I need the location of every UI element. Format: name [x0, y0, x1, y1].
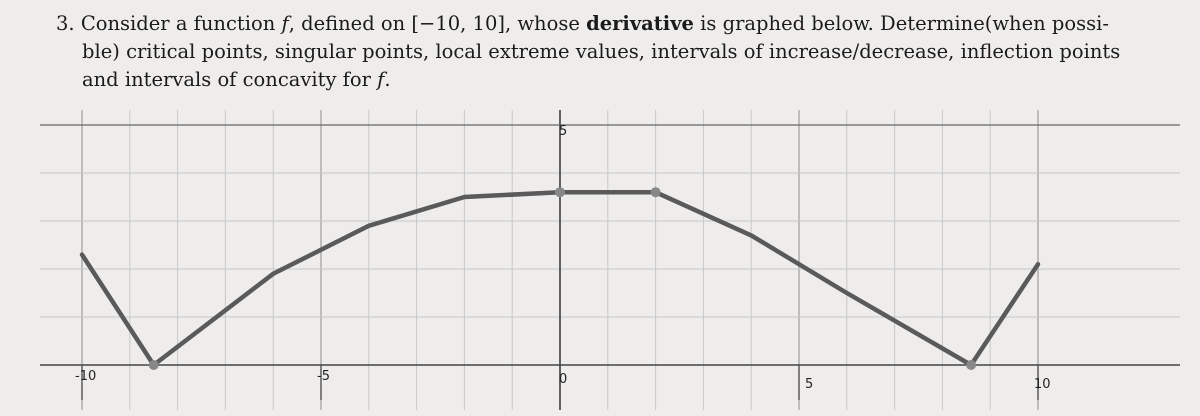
function-symbol-2: f: [377, 68, 385, 91]
tick-labels: [75, 124, 1051, 392]
problem-number: 3.: [56, 12, 75, 35]
problem-line-2: ble) critical points, singular points, local extreme values, intervals of increase/decrease, inflection points: [82, 40, 1121, 63]
derivative-word: derivative: [586, 12, 694, 35]
problem-text-1c: is graphed below. Determine(when possi-: [693, 12, 1109, 35]
problem-text-3a: and intervals of concavity for: [82, 68, 378, 91]
problem-text-3b: .: [384, 68, 391, 91]
axes: [40, 110, 1180, 410]
marked-point-1: [555, 187, 565, 197]
problem-text-1b: , defined on [−10, 10], whose: [288, 12, 587, 35]
function-symbol: f: [281, 12, 289, 35]
x-tick-label-neg10: -10: [75, 369, 97, 384]
x-tick-label-10: 10: [1034, 377, 1051, 392]
y-tick-label-5: 5: [559, 124, 568, 139]
x-tick-label-neg5: -5: [317, 369, 330, 384]
problem-text-1a: Consider a function: [80, 12, 282, 35]
marked-point-3: [966, 360, 976, 370]
x-tick-label-5: 5: [805, 377, 814, 392]
marked-point-2: [651, 187, 661, 197]
x-tick-label-0: 0: [559, 372, 568, 387]
marked-point-0: [149, 360, 159, 370]
